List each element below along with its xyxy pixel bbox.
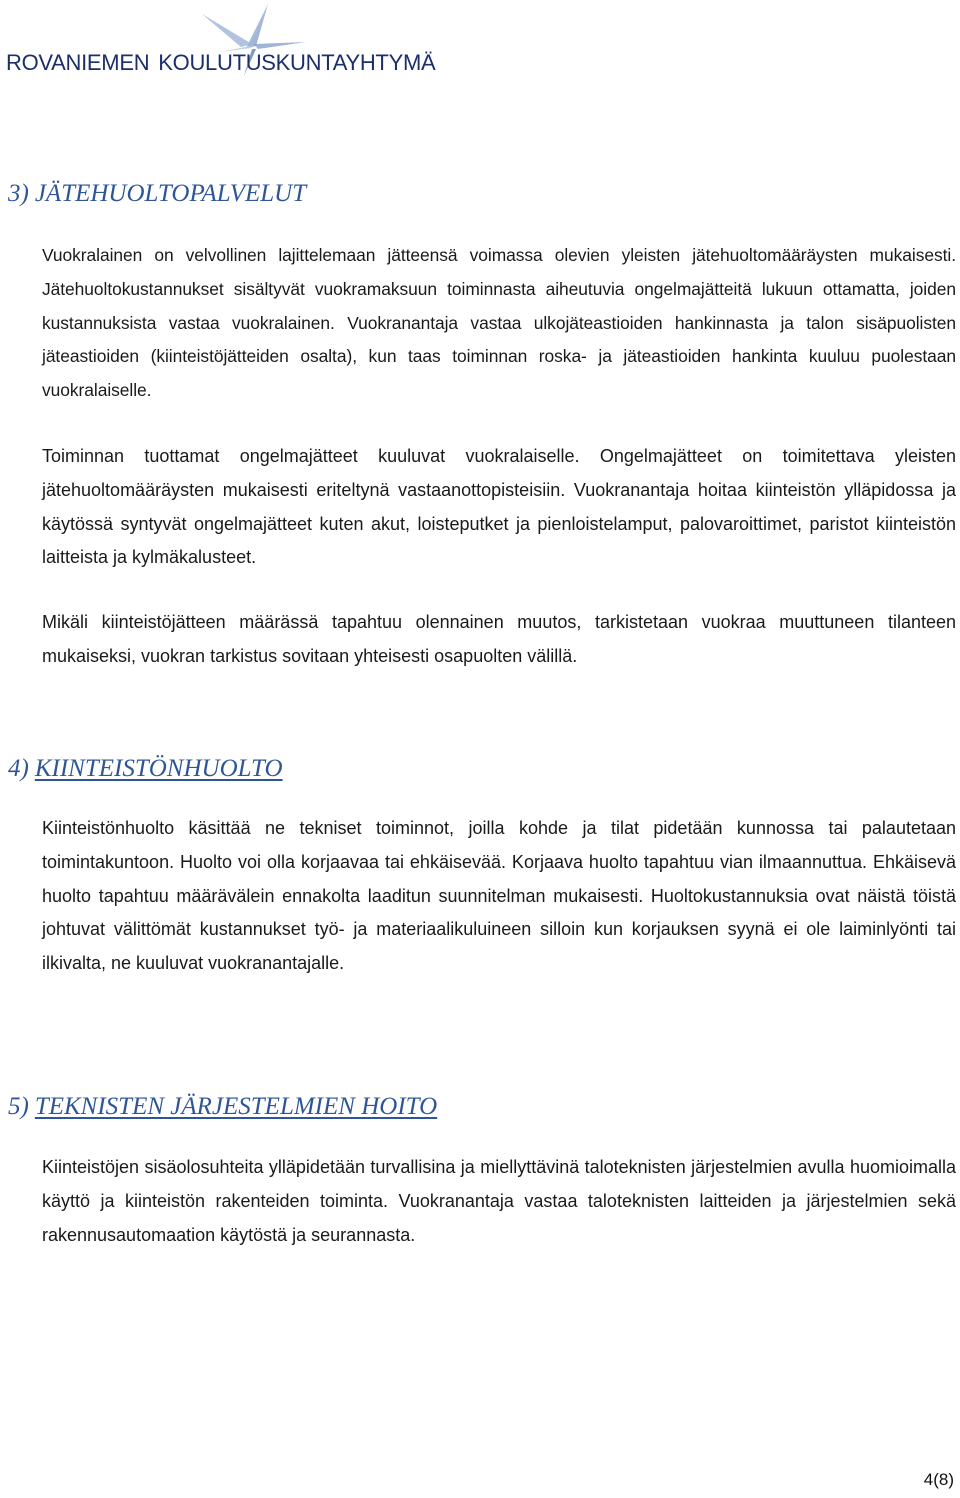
paragraph: Kiinteistönhuolto käsittää ne tekniset toiminnot, joilla kohde ja tilat pidetään kunnossa tai palautetaan toimintakuntoon. Huolto voi olla korjaavaa tai ehkäisevää. Korjaava huolto tapahtuu vian ilmaannuttua. Ehkäisevä huolto tapahtuu määrävälein ennakolta laaditun suunnitelman mukaisesti. Huoltokustannuksia ovat näistä töistä johtuvat välittömät kustannukset työ- ja materiaalikuluineen silloin kun korjauksen syynä ei ole laiminlyönti tai ilkivalta, ne kuuluvat vuokranantajalle.	[42, 818, 956, 974]
paragraph: Mikäli kiinteistöjätteen määrässä tapahtuu olennainen muutos, tarkistetaan vuokraa muuttuneen tilanteen mukaiseksi, vuokran tarkistus sovitaan yhteisesti osapuolten välillä.	[42, 612, 956, 666]
section-title: TEKNISTEN JÄRJESTELMIEN HOITO	[34, 1093, 438, 1120]
paragraph: Vuokralainen on velvollinen lajittelemaan jätteensä voimassa olevien yleisten jätehuoltomääräysten mukaisesti. Jätehuoltokustannukset sisältyvät vuokramaksuun toiminnasta aiheutuvia ongelmajätteitä lukuun ottamatta, joiden kustannuksista vastaa vuokralainen. Vuokranantaja vastaa ulkojäteastioiden hankinnasta ja talon sisäpuolisten jäteastioiden (kiinteistöjätteiden osalta), kun taas toiminnan roska- ja jäteastioiden hankinta kuuluu puolestaan vuokralaiselle.	[42, 245, 956, 401]
paragraph: Kiinteistöjen sisäolosuhteita ylläpidetään turvallisina ja miellyttävinä taloteknisten järjestelmien avulla huomioimalla käyttö ja kiinteistön rakenteiden toiminta. Vuokranantaja vastaa taloteknisten laitteiden ja järjestelmien sekä rakennusautomaation käytöstä ja seurannasta.	[42, 1157, 956, 1245]
section-heading-3	[8, 180, 306, 208]
section-number: 3)	[8, 180, 29, 207]
section-heading-4	[8, 755, 283, 783]
section-number: 5)	[8, 1093, 29, 1120]
page-number: 4(8)	[923, 1470, 954, 1489]
section-title: JÄTEHUOLTOPALVELUT	[34, 180, 307, 207]
logo-star-icon	[6, 0, 476, 90]
section-number: 4)	[8, 755, 29, 782]
organization-name-word2: KOULUTUSKUNTAYHTYMÄ	[158, 50, 436, 75]
section-heading-5	[8, 1093, 437, 1121]
organization-name-word1: ROVANIEMEN	[6, 50, 150, 75]
section-title: KIINTEISTÖNHUOLTO	[34, 755, 283, 782]
paragraph: Toiminnan tuottamat ongelmajätteet kuuluvat vuokralaiselle. Ongelmajätteet on toimitettava yleisten jätehuoltomääräysten mukaisesti eriteltynä vastaanottopisteisiin. Vuokranantaja hoitaa kiinteistön ylläpidossa ja käytössä syntyvät ongelmajätteet kuten akut, loisteputket ja pienloistelamput, palovaroittimet, paristot kiinteistön laitteista ja kylmäkalusteet.	[42, 446, 956, 568]
organization-logo	[6, 0, 476, 90]
organization-name	[6, 52, 435, 74]
